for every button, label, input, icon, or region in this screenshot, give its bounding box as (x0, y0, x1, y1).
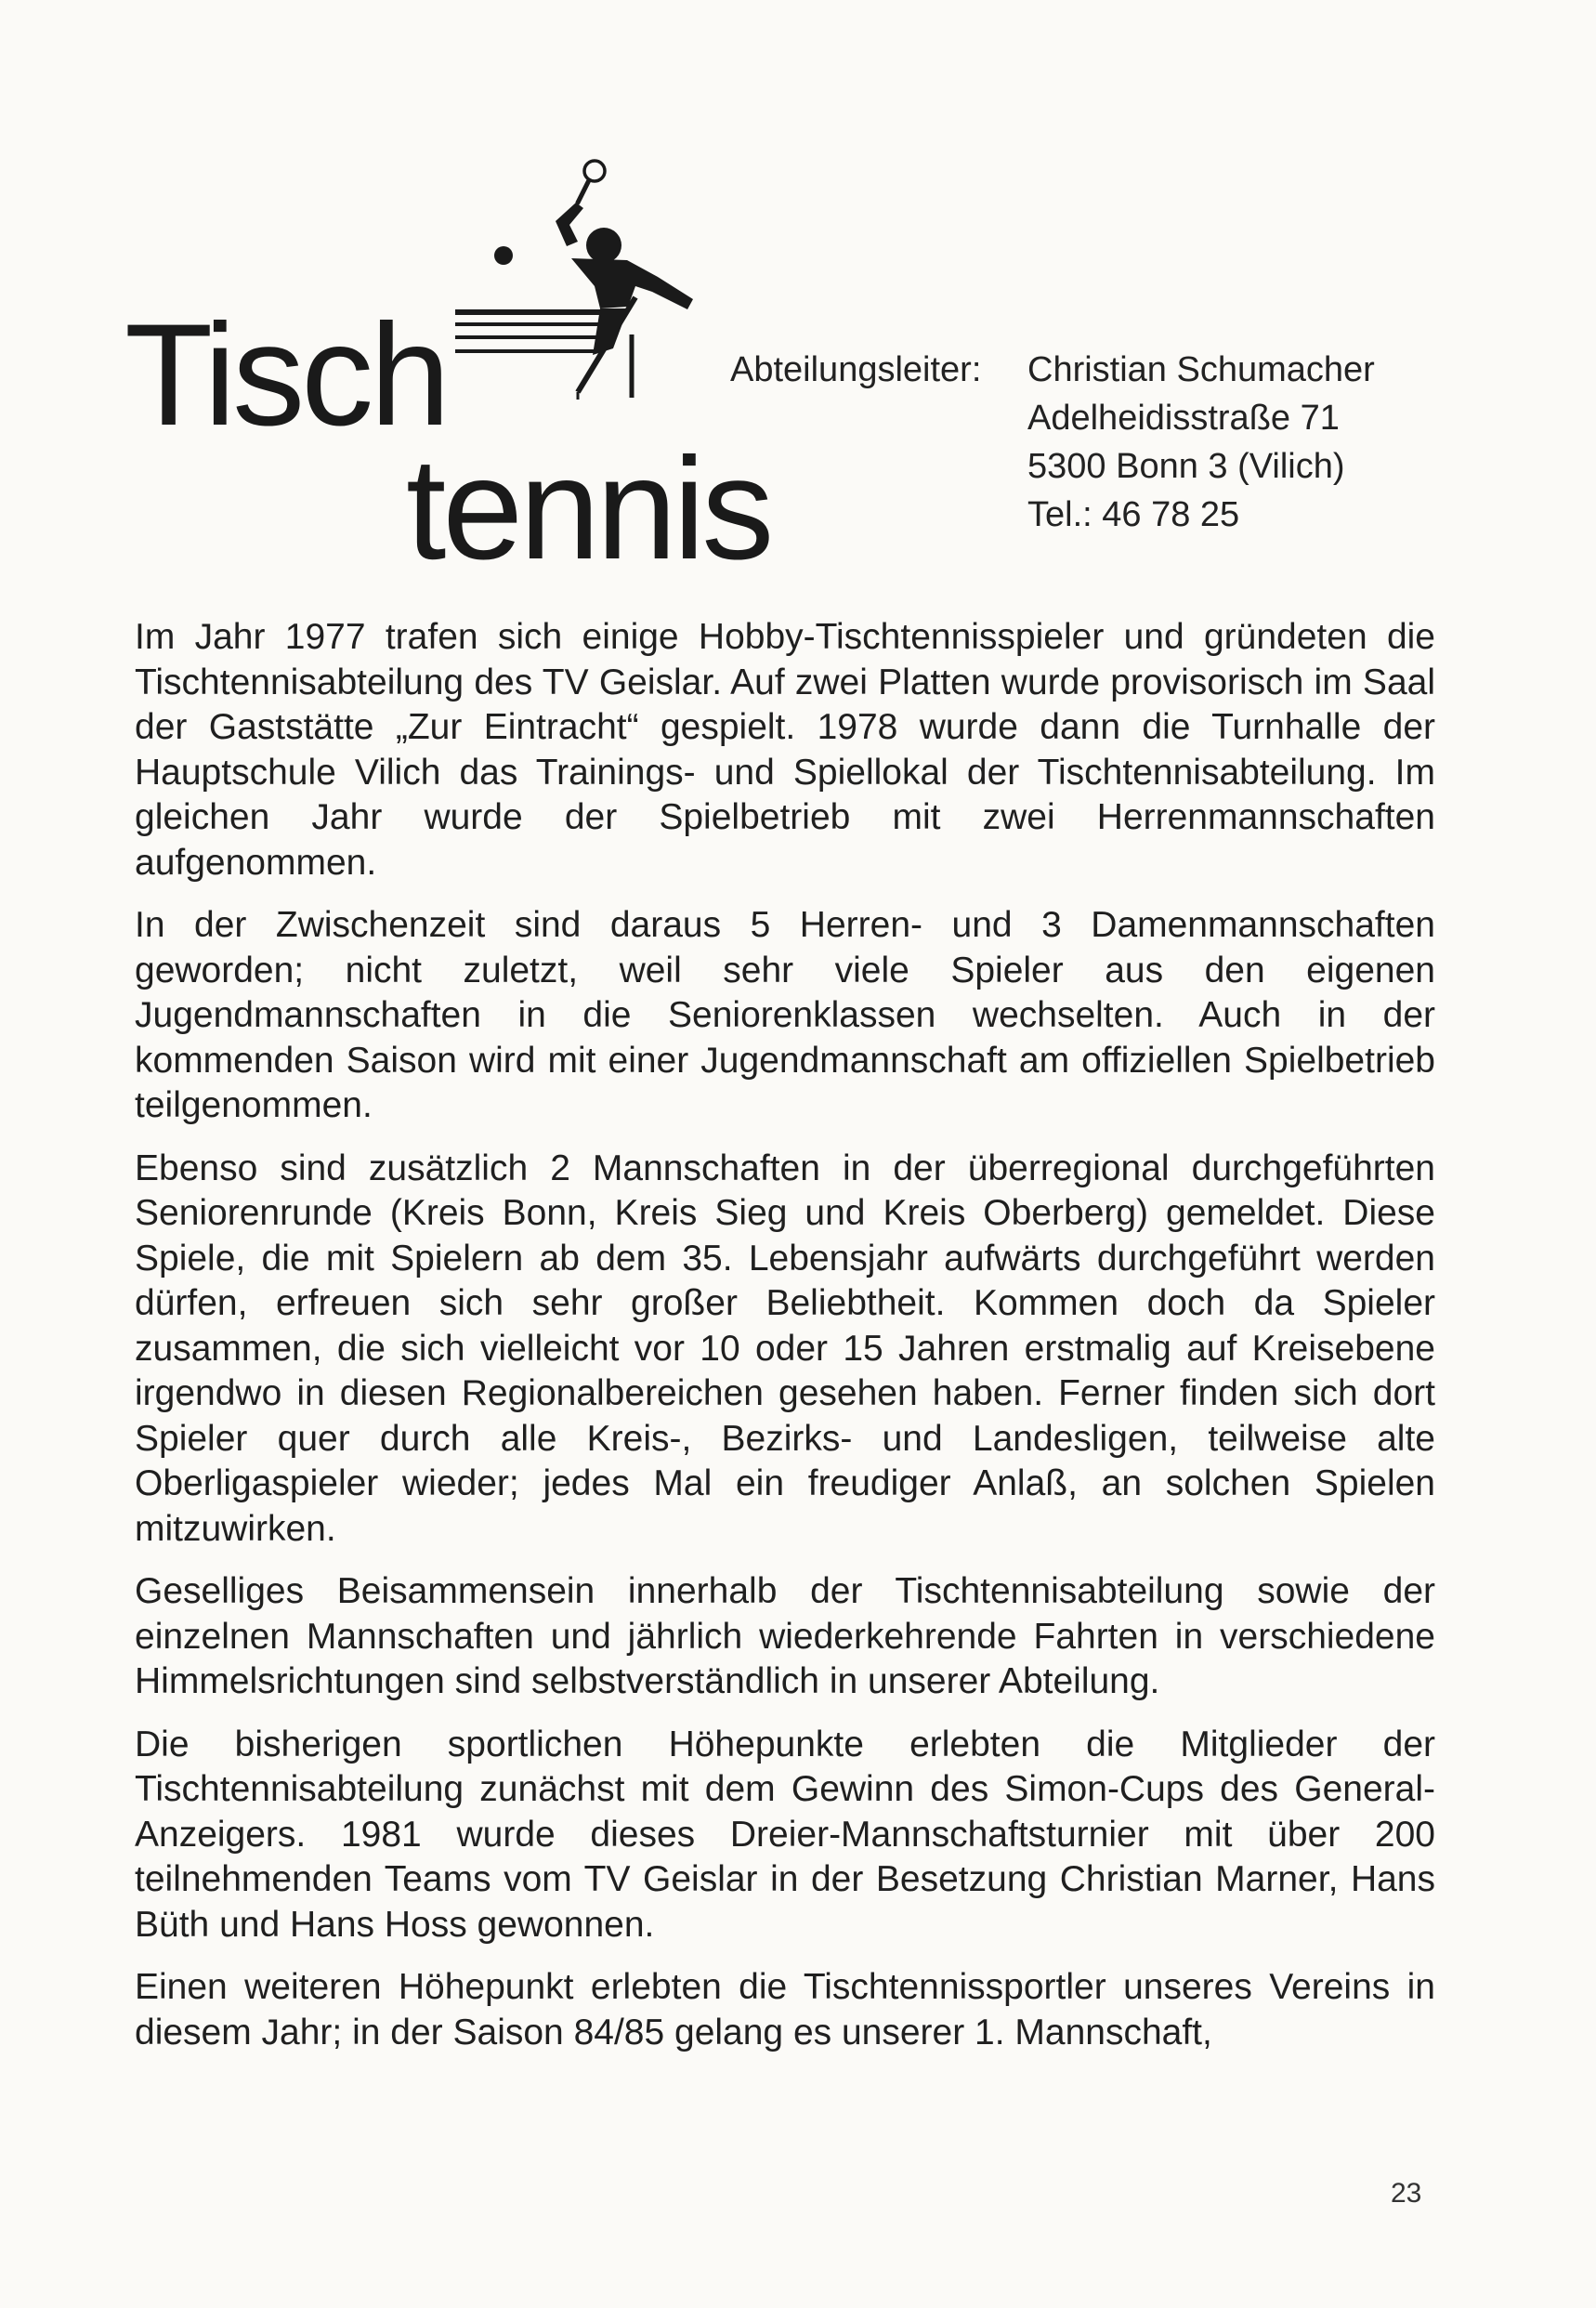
article-body (135, 615, 1435, 2073)
contact-block (730, 346, 1375, 539)
paragraph-5: Die bisherigen sportlichen Höhepunkte erlebten die Mitglieder der Tischtennisabteilung zunächst mit dem Gewinn des Simon-Cups des General-Anzeigers. 1981 wurde dieses Dreier-Mannschaftsturnier mit über 200 teilnehmenden Teams vom TV Geislar in der Besetzung Christian Marner, Hans Büth und Hans Hoss gewonnen. (135, 1724, 1435, 1945)
contact-label: Abteilungsleiter: (730, 350, 982, 389)
contact-name: Christian Schumacher (1027, 350, 1375, 389)
table-tennis-player-icon (437, 149, 715, 455)
logo-word-tisch: Tisch (124, 295, 447, 456)
contact-street: Adelheidisstraße 71 (1027, 399, 1340, 438)
paragraph-2: In der Zwischenzeit sind daraus 5 Herren- und 3 Damenmannschaften geworden; nicht zuletzt, weil sehr viele Spieler aus den eigenen Jugendmannschaften in die Seniorenklassen wechselten. Auch in der kommenden Saison wird mit einer Jugendmannschaft am offiziellen Spielbetrieb teilgenommen. (135, 905, 1435, 1125)
contact-city: 5300 Bonn 3 (Vilich) (1027, 447, 1345, 486)
contact-first-row (730, 346, 1375, 394)
page-number: 23 (1391, 2178, 1422, 2209)
paragraph-1: Im Jahr 1977 trafen sich einige Hobby-Tischtennisspieler und gründeten die Tischtennisabteilung des TV Geislar. Auf zwei Platten wurde provisorisch im Saal der Gaststätte „Zur Eintracht“ gespielt. 1978 wurde dann die Turnhalle der Hauptschule Vilich das Trainings- und Spiellokal der Tischtennisabteilung. Im gleichen Jahr wurde der Spielbetrieb mit zwei Herrenmannschaften aufgenommen. (135, 617, 1435, 883)
logo-word-tennis: tennis (406, 428, 771, 590)
paragraph-6: Einen weiteren Höhepunkt erlebten die Tischtennissportler unseres Vereins in diesem Jahr; in der Saison 84/85 gelang es unserer 1. Mannschaft, (135, 1967, 1435, 2052)
paragraph-4: Geselliges Beisammensein innerhalb der Tischtennisabteilung sowie der einzelnen Mannschaften und jährlich wiederkehrende Fahrten in verschiedene Himmelsrichtungen sind selbstverständlich in unserer Abteilung. (135, 1571, 1435, 1701)
paragraph-3: Ebenso sind zusätzlich 2 Mannschaften in der überregional durchgeführten Seniorenrunde (Kreis Bonn, Kreis Sieg und Kreis Oberberg) gemeldet. Diese Spiele, die mit Spielern ab dem 35. Lebensjahr aufwärts durchgeführt werden dürfen, erfreuen sich sehr großer Beliebtheit. Kommen doch da Spieler zusammen, die sich vielleicht vor 10 oder 15 Jahren erstmalig auf Kreisebene irgendwo in diesen Regionalbereichen gesehen haben. Ferner finden sich dort Spieler quer durch alle Kreis-, Bezirks- und Landesligen, teilweise alte Oberligaspieler wieder; jedes Mal ein freudiger Anlaß, an solchen Spielen mitzuwirken. (135, 1147, 1435, 1549)
contact-phone: Tel.: 46 78 25 (1027, 495, 1240, 534)
